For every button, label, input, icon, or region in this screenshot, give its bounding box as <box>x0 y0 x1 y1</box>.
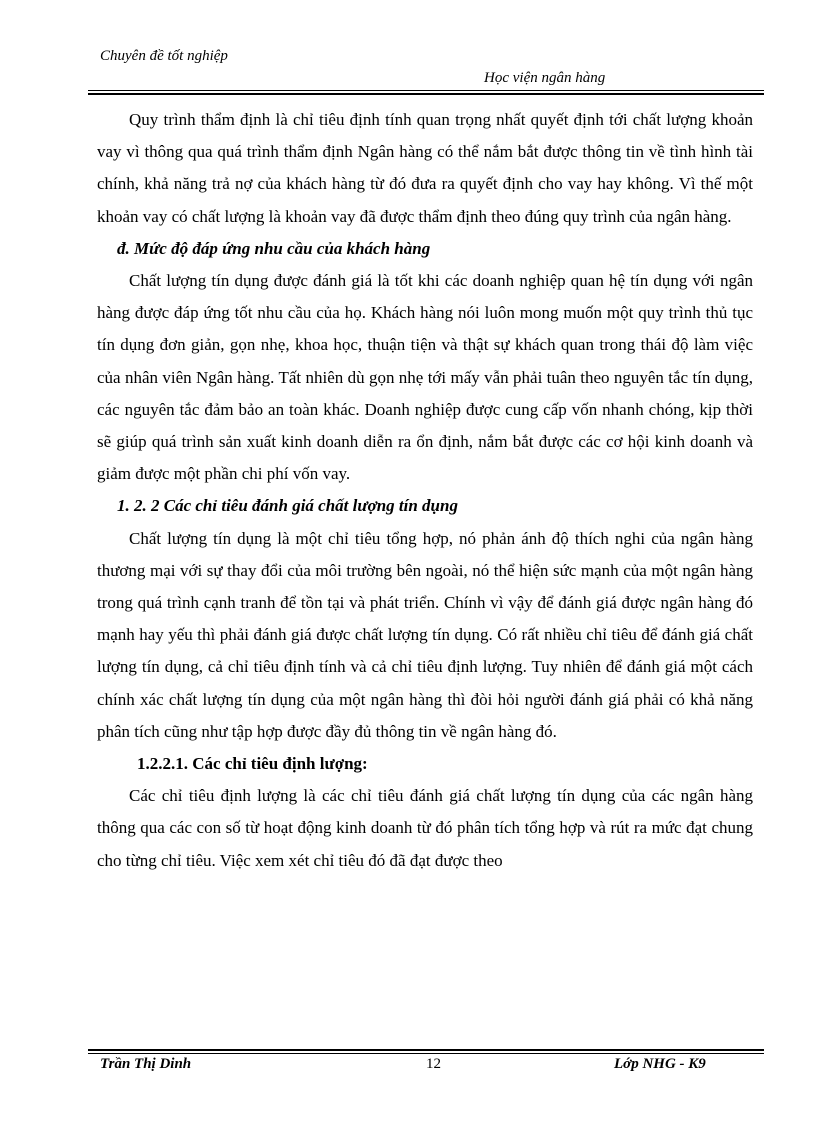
header-rule-thick <box>88 93 764 95</box>
footer-rule-thin <box>88 1053 764 1054</box>
footer-rule-thick <box>88 1049 764 1051</box>
paragraph-quantitative-indicators: Các chỉ tiêu định lượng là các chỉ tiêu đánh giá chất lượng tín dụng của các ngân hàng thông qua các con số từ hoạt động kinh doanh từ đó phân tích tổng hợp và rút ra mức đạt chung cho từng chỉ tiêu. Việc xem xét chỉ tiêu đó đã đạt được theo <box>97 786 753 870</box>
section-heading-customer-needs: đ. Mức độ đáp ứng nhu cầu của khách hàng <box>117 238 431 258</box>
subsection-heading-quantitative-indicators: 1.2.2.1. Các chỉ tiêu định lượng: <box>137 754 368 774</box>
footer-class: Lớp NHG - K9 <box>614 1056 706 1072</box>
paragraph-appraisal-process: Quy trình thẩm định là chỉ tiêu định tính quan trọng nhất quyết định tới chất lượng khoản vay vì thông qua quá trình thẩm định Ngân hàng có thể nắm bắt được thông tin về tình hình tài chính, khả năng trả nợ của khách hàng từ đó đưa ra quyết định cho vay hay không. Vì thế một khoản vay có chất lượng là khoản vay đã được thẩm định theo đúng quy trình của ngân hàng. <box>97 110 753 226</box>
footer-author: Trần Thị Dinh <box>100 1056 192 1072</box>
header-right-title: Học viện ngân hàng <box>484 70 606 86</box>
paragraph-credit-quality: Chất lượng tín dụng là một chỉ tiêu tổng hợp, nó phản ánh độ thích nghi của ngân hàng thương mại với sự thay đổi của môi trường bên ngoài, nó thể hiện sức mạnh của một ngân hàng trong quá trình cạnh tranh để tồn tại và phát triển. Chính vì vậy để đánh giá được ngân hàng đó mạnh hay yếu thì phải đánh giá được chất lượng tín dụng. Có rất nhiều chỉ tiêu để đánh giá chất lượng tín dụng, cả chỉ tiêu định tính và cả chỉ tiêu định lượng. Tuy nhiên để đánh giá một cách chính xác chất lượng tín dụng của một ngân hàng thì đòi hỏi người đánh giá phải có khả năng phân tích cũng như tập hợp được đầy đủ thông tin về ngân hàng đó. <box>97 528 753 741</box>
section-heading-credit-quality-indicators: 1. 2. 2 Các chỉ tiêu đánh giá chất lượng tín dụng <box>117 496 458 516</box>
footer-page-number: 12 <box>426 1056 441 1072</box>
page-body <box>97 104 753 877</box>
paragraph-customer-needs: Chất lượng tín dụng được đánh giá là tốt khi các doanh nghiệp quan hệ tín dụng với ngân hàng được đáp ứng tốt nhu cầu của họ. Khách hàng nói luôn mong muốn một quy trình thủ tục tín dụng đơn giản, gọn nhẹ, khoa học, thuận tiện và thật sự khách quan trong thái độ làm việc của nhân viên Ngân hàng. Tất nhiên dù gọn nhẹ tới mấy vẫn phải tuân theo nguyên tắc tín dụng, các nguyên tắc đảm bảo an toàn khác. Doanh nghiệp được cung cấp vốn nhanh chóng, kịp thời sẽ giúp quá trình sản xuất kinh doanh diễn ra ổn định, nắm bắt được các cơ hội kinh doanh và giảm được một phần chi phí vốn vay. <box>97 271 753 484</box>
header-rule-thin <box>88 90 764 91</box>
header-left-title: Chuyên đề tốt nghiệp <box>100 48 228 64</box>
